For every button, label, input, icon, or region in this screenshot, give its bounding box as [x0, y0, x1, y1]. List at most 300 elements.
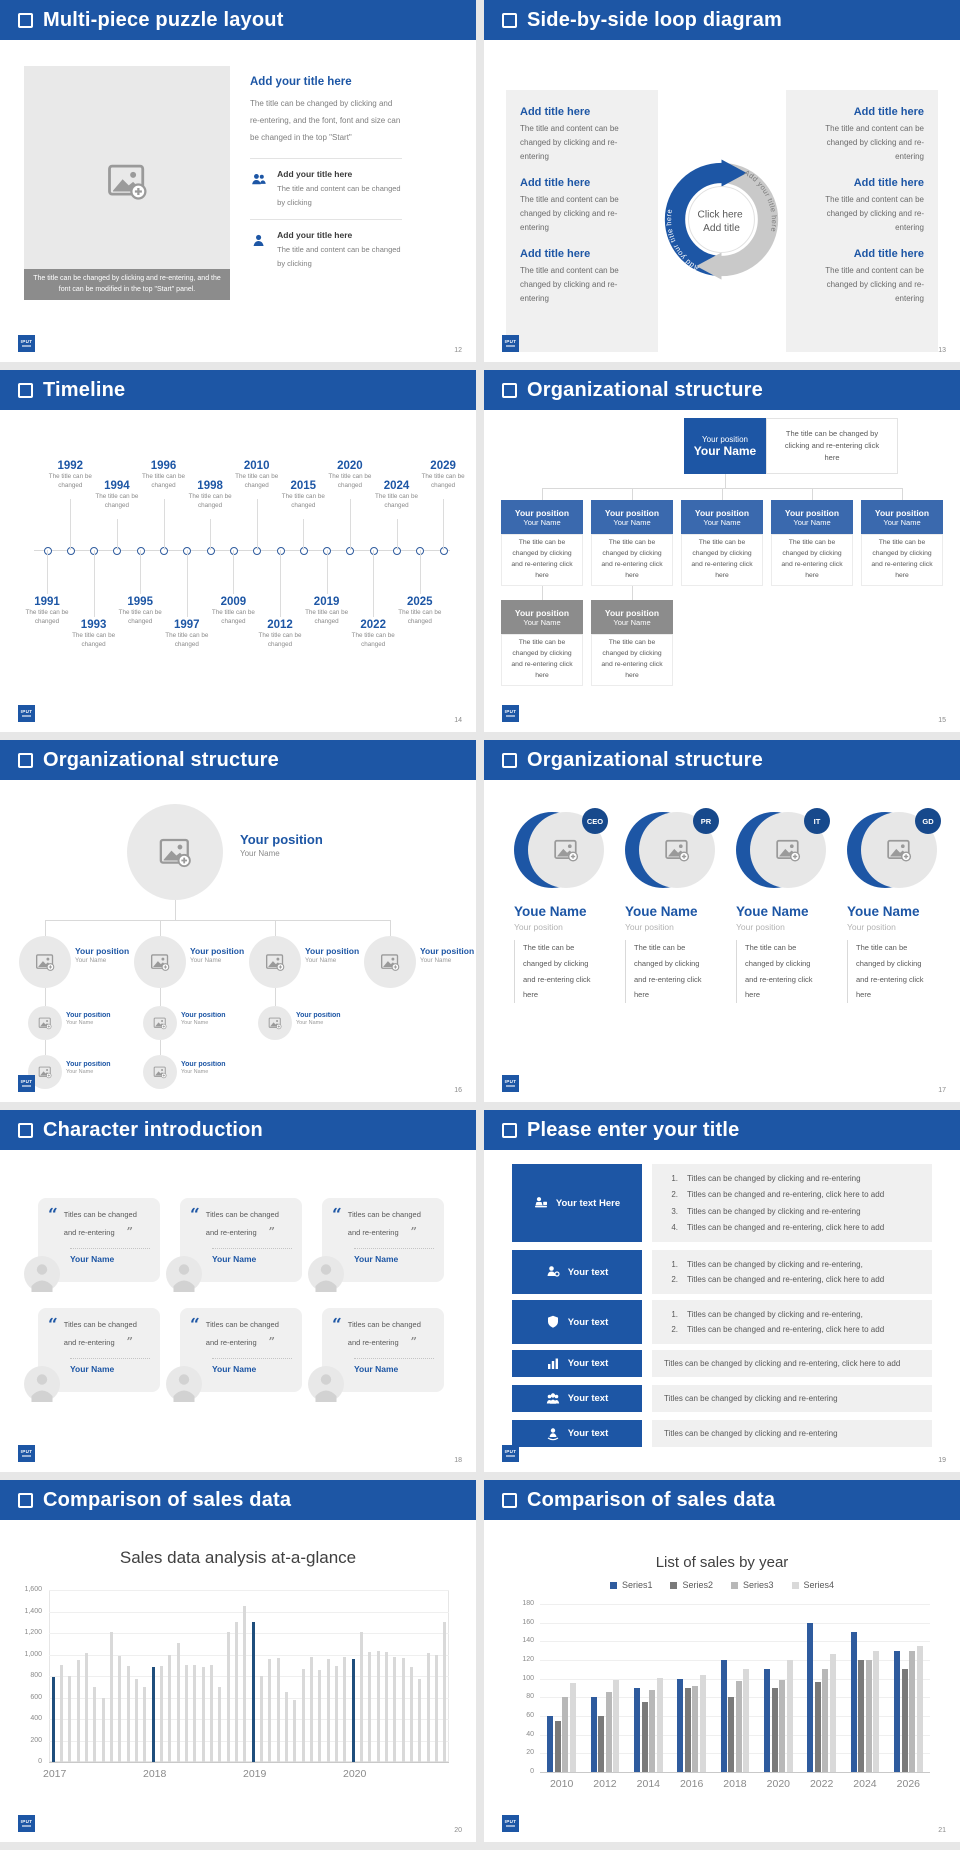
chart-bar — [677, 1679, 683, 1772]
list-item — [250, 158, 402, 219]
timeline-year: 2022 — [360, 619, 386, 631]
legend-item — [670, 1580, 713, 1590]
member-name: Youe Name — [514, 904, 587, 919]
timeline-year: 2029 — [430, 460, 456, 472]
chart-bar — [235, 1622, 238, 1762]
chart-bar — [193, 1665, 196, 1762]
org-box-note: The title can be changed by clicking and re-entering click here — [861, 534, 943, 586]
text-panel — [652, 1300, 932, 1344]
timeline-caption: The title can be changed — [305, 609, 349, 625]
slide-title: Multi-piece puzzle layout — [43, 8, 284, 31]
member-photo — [514, 808, 606, 892]
org-chart — [0, 780, 476, 1102]
logo-text: IPUT — [504, 708, 517, 714]
section-body: The title can be changed by clicking and re-entering, and the font, font and size can be changed in the top "Start" — [250, 99, 401, 142]
image-placeholder-icon — [268, 1016, 282, 1030]
timeline-caption: The title can be changed — [118, 609, 162, 625]
chart-bar — [547, 1716, 553, 1772]
timeline-year: 2010 — [243, 460, 270, 472]
chart-bar — [685, 1688, 691, 1772]
org-box-header — [591, 600, 673, 634]
slide-title: Organizational structure — [43, 748, 279, 771]
chart-bar — [85, 1653, 88, 1762]
chart-bar — [555, 1721, 561, 1772]
y-axis-label: 0 — [530, 1768, 534, 1775]
page-number: 21 — [938, 1827, 946, 1834]
chart-bar — [168, 1655, 171, 1762]
panel-item-title: Add title here — [853, 248, 924, 260]
chart-bar — [873, 1651, 879, 1772]
text-button[interactable] — [512, 1420, 642, 1447]
chart-bar — [368, 1652, 371, 1762]
timeline-caption: The title can be changed — [328, 473, 372, 489]
logo-text: IPUT — [20, 1078, 33, 1084]
image-placeholder-icon — [38, 1065, 52, 1079]
slide-17-organizational-structure[interactable] — [484, 740, 960, 1102]
quote-row — [48, 1315, 150, 1353]
text-panel — [652, 1350, 932, 1377]
timeline — [0, 410, 476, 732]
y-axis-label: 1,000 — [24, 1650, 42, 1658]
timeline-connector — [350, 499, 351, 550]
chart-bar — [160, 1666, 163, 1762]
member-position: Your position — [514, 922, 563, 932]
slide-14-timeline[interactable] — [0, 370, 476, 732]
loop-center-line2: Add title — [703, 223, 740, 235]
org-box-header — [501, 600, 583, 634]
member-name: Youe Name — [625, 904, 698, 919]
image-placeholder-icon — [153, 1065, 167, 1079]
quote-open-icon: “ — [190, 1205, 200, 1225]
org-root-note: The title can be changed by clicking and re-entering click here — [766, 418, 898, 474]
org-name: Your Name — [523, 617, 561, 627]
y-axis-label: 200 — [30, 1736, 42, 1744]
org-photo-circle — [28, 1006, 62, 1040]
org-photo-circle — [134, 936, 186, 988]
timeline-connector — [233, 550, 234, 594]
panel-item-text: The title and content can be changed by clicking and re-entering — [520, 266, 619, 303]
logo-text: IPUT — [504, 338, 517, 344]
person-avatar-icon — [24, 1256, 60, 1292]
chart-title: Sales data analysis at-a-glance — [119, 1548, 357, 1567]
chart-bar — [822, 1669, 828, 1772]
quote-text: Titles can be changed and re-entering ” — [347, 1210, 421, 1239]
quote-row — [48, 1205, 150, 1243]
chart-bar — [606, 1692, 612, 1772]
member-photo — [847, 808, 939, 892]
chart-bar — [570, 1683, 576, 1772]
shield-icon — [546, 1315, 560, 1329]
org-photo-circle — [364, 936, 416, 988]
timeline-year: 2009 — [220, 596, 247, 608]
timeline-caption: The title can be changed — [374, 493, 419, 509]
chart-bar — [657, 1678, 663, 1772]
connector-line — [45, 988, 46, 1006]
slide-title-bar — [0, 1480, 476, 1520]
connector-line — [175, 900, 176, 920]
org-photo-circle — [249, 936, 301, 988]
chart-bar — [343, 1657, 346, 1762]
item-text: The title and content can be changed by clicking — [277, 245, 401, 268]
quote-close-icon: ” — [410, 1225, 417, 1239]
timeline-connector — [187, 550, 188, 617]
chart-bar — [866, 1660, 872, 1772]
list-line — [664, 1310, 920, 1319]
quote-open-icon: “ — [332, 1205, 342, 1225]
chart-bar — [60, 1665, 63, 1762]
text-button[interactable] — [512, 1300, 642, 1344]
text-button[interactable] — [512, 1164, 642, 1242]
org-position: Your position — [190, 946, 244, 956]
checkbox-icon — [18, 1493, 33, 1508]
text-button[interactable] — [512, 1385, 642, 1412]
timeline-caption: The title can be changed — [72, 632, 116, 648]
slide-title: Character introduction — [43, 1118, 263, 1141]
org-name: Your Name — [66, 1069, 94, 1075]
org-position: Your position — [604, 507, 660, 518]
list-line — [664, 1394, 920, 1403]
slide-18-character-introduction[interactable] — [0, 1110, 476, 1472]
slide-title-bar — [0, 370, 476, 410]
chart-bar — [135, 1679, 138, 1762]
connector-line — [725, 474, 726, 488]
org-box-header — [681, 500, 763, 534]
member-name: Youe Name — [847, 904, 920, 919]
timeline-year: 1991 — [34, 596, 60, 608]
dotted-divider — [354, 1248, 434, 1249]
x-axis-label: 2018 — [143, 1768, 167, 1780]
gridline — [540, 1641, 930, 1642]
person-avatar-icon — [308, 1256, 344, 1292]
timeline-connector — [280, 550, 281, 617]
org-position: Your position — [694, 507, 750, 518]
chart-bar — [410, 1667, 413, 1762]
chart-bar — [68, 1676, 71, 1762]
connector-line — [275, 920, 276, 936]
org-box-header — [501, 500, 583, 534]
timeline-connector — [373, 550, 374, 617]
x-axis-label: 2026 — [896, 1778, 921, 1790]
quote-text: Titles can be changed and re-entering ” — [347, 1320, 421, 1349]
list-number: 2. — [671, 1275, 678, 1285]
chart-bar — [252, 1622, 255, 1762]
image-placeholder-icon — [150, 952, 170, 972]
org-root-label — [240, 832, 323, 858]
quote-cards — [0, 1150, 476, 1472]
chart-bar — [118, 1656, 121, 1762]
y-axis-label: 0 — [38, 1758, 42, 1765]
quote-author: Your Name — [354, 1254, 399, 1265]
slide-title-bar — [484, 1480, 960, 1520]
legend-item — [731, 1580, 774, 1590]
text-button[interactable] — [512, 1250, 642, 1294]
timeline-year: 2025 — [407, 596, 433, 608]
logo-text: IPUT — [20, 338, 33, 344]
chart-bar — [692, 1686, 698, 1772]
text-rows — [484, 1150, 960, 1472]
org-name: Your Name — [523, 517, 561, 527]
avatar — [308, 1256, 344, 1297]
iput-logo — [502, 1445, 519, 1462]
chart-bar — [598, 1716, 604, 1772]
quote-text: Titles can be changed and re-entering ” — [205, 1210, 279, 1239]
quote-author: Your Name — [212, 1254, 257, 1265]
chart-bar — [310, 1657, 313, 1762]
slide-title: Comparison of sales data — [43, 1488, 292, 1511]
quote-close-icon: ” — [126, 1335, 133, 1349]
chart-bar — [143, 1687, 146, 1762]
text-button[interactable] — [512, 1350, 642, 1377]
org-position: Your position — [75, 946, 129, 956]
y-axis-label: 800 — [30, 1672, 42, 1679]
chart-bar — [127, 1666, 130, 1762]
x-axis-label: 2014 — [636, 1778, 661, 1790]
page-number: 13 — [938, 347, 946, 354]
org-photo-circle — [127, 804, 223, 900]
slide-title-bar — [484, 0, 960, 40]
image-caption: The title can be changed by clicking and re-entering, and the font can be modified in the top "Start" panel. — [24, 269, 230, 300]
timeline-caption: The title can be changed — [141, 473, 186, 489]
list-text: Titles can be changed by clicking and re-entering — [664, 1394, 838, 1403]
timeline-connector — [94, 550, 95, 617]
slide-15-organizational-structure[interactable] — [484, 370, 960, 732]
timeline-caption: The title can be changed — [351, 632, 395, 648]
image-placeholder-icon — [38, 1016, 52, 1030]
org-position: Your position — [66, 1012, 111, 1019]
chart-bar — [377, 1651, 380, 1762]
logo-text: IPUT — [504, 1448, 517, 1454]
x-axis-label: 2012 — [593, 1778, 617, 1790]
slide-title: Timeline — [43, 378, 126, 401]
quote-text: Titles can be changed and re-entering ” — [63, 1210, 137, 1239]
dotted-divider — [212, 1248, 292, 1249]
chart-bar — [302, 1669, 305, 1762]
slide-19-please-enter-your-title[interactable] — [484, 1110, 960, 1472]
timeline-connector — [47, 550, 48, 594]
list-text: Titles can be changed by clicking and re-entering — [687, 1206, 861, 1216]
legend-label: Series1 — [621, 1580, 653, 1590]
list-text: Titles can be changed by clicking and re-entering — [687, 1174, 861, 1184]
chart-bar — [277, 1658, 280, 1762]
quote-row — [332, 1315, 434, 1353]
avatar — [24, 1256, 60, 1297]
chart-bar — [562, 1697, 568, 1772]
quote-open-icon: “ — [48, 1205, 58, 1225]
slide-20-comparison-of-sales-data[interactable] — [0, 1480, 476, 1842]
connector-line — [542, 488, 543, 500]
org-position: Your position — [604, 607, 660, 618]
slide-16-organizational-structure[interactable] — [0, 740, 476, 1102]
y-axis-label: 100 — [522, 1674, 534, 1682]
slide-title: Comparison of sales data — [527, 1488, 776, 1511]
org-member-label — [66, 1061, 111, 1075]
chart-bar — [318, 1670, 321, 1762]
checkbox-icon — [502, 753, 517, 768]
avatar — [166, 1366, 202, 1407]
legend-swatch — [610, 1582, 617, 1589]
chart-bar — [385, 1652, 388, 1762]
iput-logo — [502, 1075, 519, 1092]
org-name: Your Name — [793, 517, 831, 527]
legend-swatch — [670, 1582, 677, 1589]
item-title: Add your title here — [277, 169, 353, 180]
iput-logo — [18, 1815, 35, 1832]
text-column — [250, 76, 402, 280]
legend-swatch — [731, 1582, 738, 1589]
org-root-box — [684, 418, 766, 474]
gridline — [49, 1612, 449, 1613]
member-photo — [736, 808, 828, 892]
slide-content — [484, 40, 960, 362]
org-chart — [484, 410, 960, 732]
list-number: 4. — [671, 1222, 678, 1232]
member-note: The title can be changed by clicking and re-entering click here — [847, 940, 932, 1003]
slide-content — [0, 40, 476, 362]
slide-12-multi-piece-puzzle-layout[interactable] — [0, 0, 476, 362]
checkbox-icon — [502, 1123, 517, 1138]
chart-bar — [736, 1681, 742, 1773]
people-icon — [250, 169, 267, 191]
quote-row — [332, 1205, 434, 1243]
org-position: Your position — [305, 946, 359, 956]
person-avatar-icon — [166, 1366, 202, 1402]
iput-logo — [18, 1075, 35, 1092]
page-number: 15 — [938, 717, 946, 724]
image-placeholder-icon — [106, 160, 148, 207]
member-position: Your position — [847, 922, 896, 932]
image-placeholder-icon — [158, 835, 192, 869]
timeline-caption: The title can be changed — [95, 493, 139, 509]
quote-open-icon: “ — [190, 1315, 200, 1335]
dotted-divider — [354, 1358, 434, 1359]
org-box-note: The title can be changed by clicking and re-entering click here — [501, 634, 583, 686]
quote-close-icon: ” — [268, 1335, 275, 1349]
org-position: Your position — [240, 832, 323, 847]
slide-13-side-by-side-loop-diagram[interactable] — [484, 0, 960, 362]
list-number: 1. — [671, 1259, 678, 1269]
chart-bar — [613, 1680, 619, 1772]
connector-line — [45, 920, 46, 936]
checkbox-icon — [18, 383, 33, 398]
chart-bar — [858, 1660, 864, 1772]
org-photo-circle — [19, 936, 71, 988]
org-name: Your Name — [693, 443, 757, 458]
org-member-card — [847, 808, 947, 1003]
chart-bar — [52, 1677, 55, 1762]
connector-line — [390, 920, 391, 936]
chart-bar — [218, 1687, 221, 1762]
timeline-connector — [303, 519, 304, 550]
button-label: Your text Here — [555, 1197, 621, 1209]
quote-open-icon: “ — [48, 1315, 58, 1335]
slide-title: Organizational structure — [527, 748, 763, 771]
org-position: Your position — [181, 1061, 226, 1068]
timeline-connector — [420, 550, 421, 594]
checkbox-icon — [502, 1493, 517, 1508]
slide-title-bar — [484, 370, 960, 410]
org-position: Your position — [874, 507, 930, 518]
dotted-divider — [70, 1358, 150, 1359]
y-axis-label: 40 — [526, 1730, 534, 1738]
item-text: The title and content can be changed by clicking — [277, 184, 401, 207]
list-text: Titles can be changed and re-entering, click here to add — [687, 1325, 885, 1335]
text-panel — [652, 1164, 932, 1242]
quote-author: Your Name — [70, 1364, 115, 1375]
loop-left-panel — [506, 90, 658, 352]
chart-bar — [210, 1665, 213, 1762]
y-axis-label: 1,200 — [24, 1629, 42, 1636]
image-placeholder-icon — [664, 837, 690, 863]
timeline-year: 1994 — [104, 480, 130, 492]
timeline-caption: The title can be changed — [421, 473, 465, 489]
timeline-year: 2012 — [267, 619, 293, 631]
chart-bar — [764, 1669, 770, 1772]
chart-bar — [393, 1657, 396, 1762]
timeline-year: 2015 — [290, 480, 317, 492]
gridline — [49, 1590, 449, 1591]
org-box-header — [771, 500, 853, 534]
x-axis-line — [540, 1772, 930, 1773]
page-number: 20 — [454, 1827, 462, 1834]
image-placeholder-icon — [775, 837, 801, 863]
connector-line — [160, 988, 161, 1006]
slide-21-comparison-of-sales-data[interactable] — [484, 1480, 960, 1842]
chart-bar — [110, 1632, 113, 1762]
panel-item-text: The title and content can be changed by clicking and re-entering — [825, 124, 924, 161]
timeline-connector — [210, 519, 211, 550]
chart-bar — [909, 1651, 915, 1772]
gridline — [540, 1604, 930, 1605]
image-placeholder-icon — [265, 952, 285, 972]
role-badge: PR — [693, 808, 719, 834]
chart-bar — [787, 1660, 793, 1772]
chart-bar — [227, 1632, 230, 1762]
panel-item-title: Add title here — [853, 177, 924, 189]
quote-author: Your Name — [70, 1254, 115, 1265]
list-line — [664, 1207, 920, 1216]
chart-bar — [177, 1643, 180, 1762]
legend-label: Series3 — [743, 1580, 774, 1590]
org-name: Your Name — [190, 957, 222, 964]
timeline-caption: The title can be changed — [188, 493, 232, 509]
person-icon — [250, 230, 267, 252]
image-placeholder-icon — [380, 952, 400, 972]
person-avatar-icon — [308, 1366, 344, 1402]
connector-line — [542, 586, 543, 600]
person-badge-icon — [546, 1427, 560, 1441]
chart-bar — [402, 1658, 405, 1762]
timeline-year: 1995 — [127, 596, 153, 608]
panel-item-title: Add title here — [853, 106, 924, 118]
bar-chart-icon — [546, 1357, 560, 1371]
quote-author: Your Name — [354, 1364, 399, 1375]
chart-bar — [435, 1655, 438, 1763]
chart-bar — [728, 1697, 734, 1772]
org-name: Your Name — [613, 517, 651, 527]
list-line — [664, 1260, 920, 1269]
connector-line — [812, 488, 813, 500]
slide-title: Organizational structure — [527, 378, 763, 401]
chart-bar — [202, 1667, 205, 1762]
chart-bar — [634, 1688, 640, 1772]
org-member-label — [305, 946, 359, 964]
role-badge: IT — [804, 808, 830, 834]
member-note: The title can be changed by clicking and re-entering click here — [736, 940, 821, 1003]
list-text: Titles can be changed by clicking and re-entering — [664, 1429, 838, 1438]
chart-bar — [851, 1632, 857, 1772]
quote-row — [190, 1315, 292, 1353]
org-member-label — [66, 1012, 111, 1026]
